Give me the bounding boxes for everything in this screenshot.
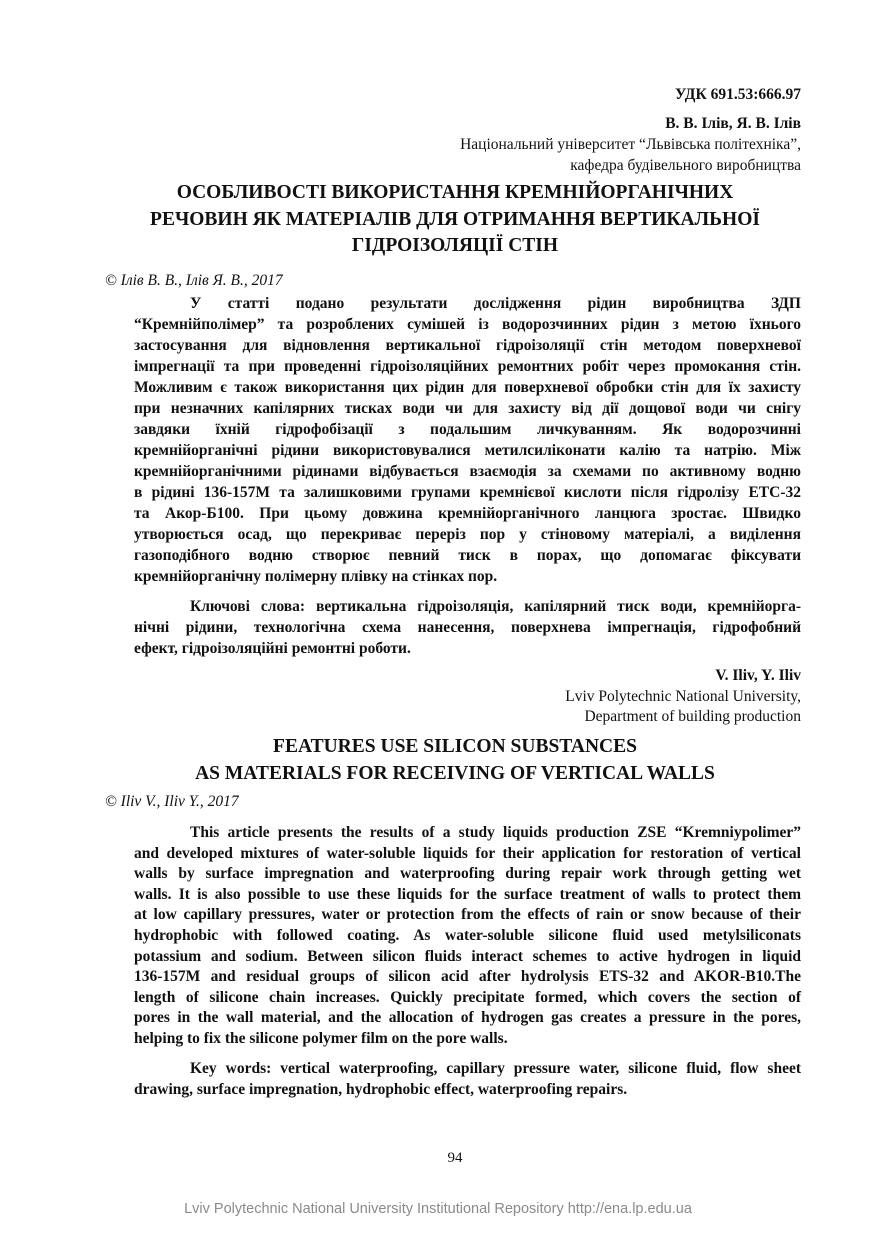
authors-en: V. Iliv, Y. Iliv: [715, 667, 801, 684]
text-line: кремнійорганічну полімерну плівку на стінках пор.: [134, 568, 498, 585]
text-line: кремнійорганічні рідини використовувалися метилсиліконати калію та натрію. Між: [134, 442, 801, 459]
text-line: walls. It is also possible to use these liquids for the surface treatment of walls to protect them: [134, 885, 801, 903]
text-line: газоподібного водню створює певний тиск в порах, що допомагає фіксувати: [134, 547, 801, 564]
text-line: hydrophobic with followed coating. As water-soluble silicone fluid used metylsiliconats: [134, 926, 801, 944]
text-line: та Акор-Б100. При цьому довжина кремнійорганічного ланцюга зростає. Швидко: [134, 505, 801, 522]
page-number: 94: [447, 1150, 463, 1166]
title-en: [60, 734, 850, 787]
text-line: Можливим є також використання цих рідин для поверхневої обробки стін для їх захисту: [134, 379, 801, 396]
text-line: У статті подано результати дослідження рідин виробництва ЗДП: [190, 295, 801, 312]
abstract-en: [134, 823, 801, 1050]
text-line: Ключові слова: вертикальна гідроізоляція, капілярний тиск води, кремнійорга-: [190, 598, 801, 615]
text-line: ефект, гідроізоляційні ремонтні роботи.: [134, 640, 411, 657]
title-line: AS MATERIALS FOR RECEIVING OF VERTICAL WALLS: [195, 762, 715, 784]
text-line: в рідині 136-157М та залишковими групами кремнієвої кислоти після гідролізу ЕТС-32: [134, 484, 801, 501]
text-line: при незначних капілярних тисках води чи для захисту від дії дощової води чи снігу: [134, 400, 801, 417]
title-line: ОСОБЛИВОСТІ ВИКОРИСТАННЯ КРЕМНІЙОРГАНІЧНИХ: [176, 182, 734, 203]
text-line: “Кремнійполімер” та розроблених сумішей із водорозчинних рідин з метою їхнього: [134, 316, 801, 333]
keywords-uk: [134, 596, 801, 659]
text-line: walls by surface impregnation and waterproofing during repair work through getting wet: [134, 865, 801, 883]
text-line: кремнійорганічними рідинами відбувається взаємодія за схемами по активному водню: [134, 463, 801, 480]
text-line: helping to fix the silicone polymer film on the pore walls.: [134, 1029, 508, 1047]
title-line: РЕЧОВИН ЯК МАТЕРІАЛІВ ДЛЯ ОТРИМАННЯ ВЕРТИКАЛЬНОЇ: [150, 208, 760, 230]
abstract-uk: [134, 293, 801, 587]
text-line: застосування для відновлення вертикальної гідроізоляції стін методом поверхневої: [134, 337, 801, 354]
text-line: and developed mixtures of water-soluble liquids for their application for restoration of vertical: [134, 844, 801, 862]
affiliation-en-line: Department of building production: [584, 708, 801, 725]
affiliation-en-line: Lviv Polytechnic National University,: [565, 688, 801, 705]
title-line: ГІДРОІЗОЛЯЦІЇ СТІН: [351, 235, 559, 256]
title-uk: [60, 180, 850, 260]
text-line: pores in the wall material, and the allocation of hydrogen gas creates a pressure in the pores,: [134, 1009, 801, 1027]
copyright-en: © Iliv V., Iliv Y., 2017: [105, 793, 239, 810]
copyright-uk: © Ілів В. В., Ілів Я. В., 2017: [105, 272, 283, 289]
repository-footer: Lviv Polytechnic National University Institutional Repository http://ena.lp.edu.ua: [184, 1201, 692, 1217]
text-line: length of silicone chain increases. Quickly precipitate formed, which covers the section of: [134, 988, 801, 1006]
text-line: Key words: vertical waterproofing, capillary pressure water, silicone fluid, flow sheet: [190, 1060, 801, 1077]
text-line: імпрегнації та при проведенні гідроізоляційних ремонтних робіт через промокання стін.: [134, 358, 801, 375]
text-line: at low capillary pressures, water or protection from the effects of rain or snow because of their: [134, 906, 801, 924]
text-line: завдяки їхній гідрофобізації з подальшим личкуванням. Як водорозчинні: [134, 421, 801, 438]
affiliation-uk-line: кафедра будівельного виробництва: [570, 157, 801, 174]
text-line: drawing, surface impregnation, hydrophobic effect, waterproofing repairs.: [134, 1080, 628, 1098]
text-line: potassium and sodium. Between silicon fluids interact schemes to active hydrogen in liquid: [134, 947, 801, 965]
text-line: 136-157M and residual groups of silicon acid after hydrolysis ETS-32 and AKOR-B10.The: [134, 968, 801, 986]
udk-code: УДК 691.53:666.97: [675, 86, 801, 103]
keywords-en: [134, 1059, 801, 1100]
authors-uk: В. В. Ілів, Я. В. Ілів: [665, 115, 801, 132]
affiliation-uk-line: Національний університет “Львівська політехніка”,: [460, 136, 801, 153]
text-line: This article presents the results of a study liquids production ZSE “Kremniypolimer”: [190, 824, 801, 841]
text-line: утворюється осад, що перекриває переріз пор у стіновому матеріалі, а виділення: [134, 526, 801, 543]
title-line: FEATURES USE SILICON SUBSTANCES: [273, 736, 637, 757]
text-line: нічні рідини, технологічна схема нанесення, поверхнева імпрегнація, гідрофобний: [134, 619, 801, 636]
